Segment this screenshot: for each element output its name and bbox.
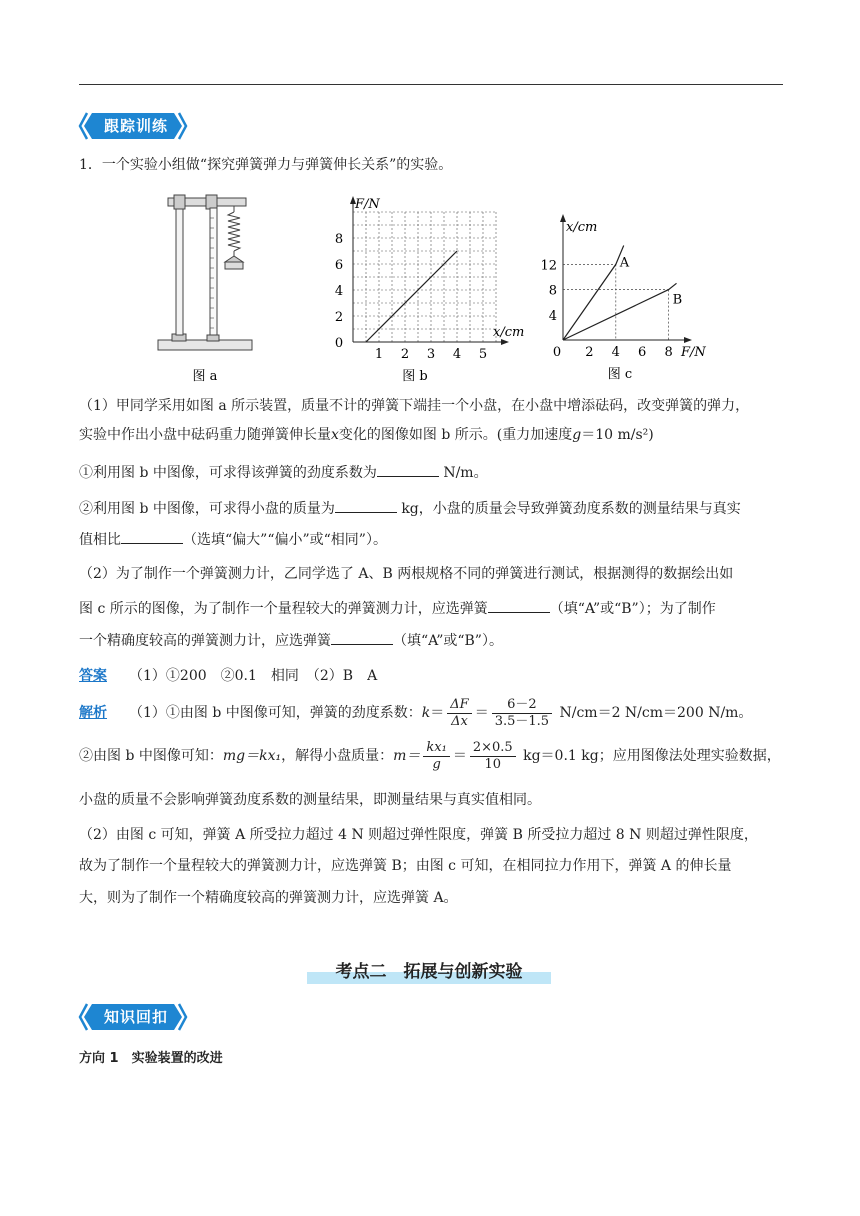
badge-label: 跟踪训练 — [103, 117, 168, 135]
figure-c-xtick-label: 6 — [638, 345, 647, 360]
figure-b-ytick-label: 8 — [334, 232, 344, 247]
figure-b-xlabel: x/cm — [493, 325, 525, 340]
figure-c-xtick-label: 8 — [664, 345, 673, 360]
fraction-numerator: 6－2 — [492, 697, 552, 714]
figure-b-grid — [353, 212, 496, 342]
section-title-text: 考点二 拓展与创新实验 — [335, 962, 523, 982]
q1-sub2 — [79, 498, 785, 519]
figure-b-ytick-label: 2 — [334, 310, 344, 325]
q1-line2 — [79, 425, 785, 445]
figure-b-ytick-label: 6 — [334, 258, 344, 273]
fraction-denominator: g — [432, 756, 441, 772]
question-intro: 1．一个实验小组做“探究弹簧弹力与弹簧伸长关系”的实验。 — [79, 157, 453, 173]
figure-c-series-b-line — [563, 283, 677, 340]
figure-a-apparatus — [150, 190, 260, 385]
q1-sub2-text-c: 值相比 — [79, 532, 121, 548]
fraction-df-dx — [447, 697, 471, 730]
q2-line1: （2）为了制作一个弹簧测力计，乙同学选了 A、B 两根规格不同的弹簧进行测试，根据测得的数据绘出如 — [79, 566, 734, 582]
fraction-numerator: ΔF — [447, 697, 471, 714]
figure-c-xtick-label: 4 — [611, 345, 620, 360]
analysis-eq: ＝ — [430, 705, 445, 721]
figure-b-xtick-label: 3 — [426, 347, 436, 362]
q1-line2-text-c: ＝10 m/s²) — [581, 427, 654, 443]
fraction-values — [492, 697, 552, 730]
q1-line1: （1）甲同学采用如图 a 所示装置，质量不计的弹簧下端挂一个小盘，在小盘中增添砝码，改变弹簧的弹力， — [79, 398, 750, 414]
q1-sub1-text-a: ①利用图 b 中图像，可求得该弹簧的劲度系数为 — [79, 465, 377, 481]
q2-line3-text-a: 一个精确度较高的弹簧测力计，应选弹簧 — [79, 633, 331, 649]
figure-c-caption: 图 c — [607, 367, 633, 382]
figure-b-xtick-label: 1 — [374, 347, 384, 362]
figure-c-ytick-label: 8 — [548, 283, 557, 299]
figure-b-xtick-label: 4 — [452, 347, 462, 362]
q2-line2 — [79, 598, 785, 619]
analysis-var-k: k — [421, 705, 431, 721]
figure-b-ylabel: F/N — [355, 197, 380, 212]
figure-c-x-arrow-icon — [684, 337, 692, 343]
analysis-l2-text-b: ，解得小盘质量： — [281, 748, 394, 764]
answer-blank[interactable] — [377, 462, 439, 477]
q2-line2-text-b: （填“A”或“B”）；为了制作 — [549, 601, 716, 617]
analysis-label-link[interactable]: 解析 — [79, 705, 107, 721]
q1-line2-text-b: 变化的图像如图 b 所示。(重力加速度 — [338, 427, 573, 443]
figure-c-ytick-label: 12 — [540, 258, 557, 274]
fraction-denominator: 3.5－1.5 — [494, 713, 550, 729]
q1-sub2-text-b: kg，小盘的质量会导致弹簧劲度系数的测量结果与真实 — [396, 501, 741, 517]
section-title — [307, 958, 551, 988]
q1-line2-var-g: g — [572, 427, 582, 443]
analysis-l2-result: kg＝0.1 kg；应用图像法处理实验数据， — [518, 748, 781, 764]
answer-blank[interactable] — [331, 630, 393, 645]
figure-b-xtick-label: 2 — [400, 347, 410, 362]
analysis-l1-result: N/cm＝2 N/cm＝200 N/m。 — [555, 705, 753, 721]
fraction-numerator: 2×0.5 — [470, 740, 516, 757]
fraction-denominator: Δx — [451, 713, 468, 729]
figure-c-label-b: B — [672, 292, 683, 308]
analysis-line5: 故为了制作一个量程较大的弹簧测力计，应选弹簧 B；由图 c 可知，在相同拉力作用下，弹簧 A 的伸长量 — [79, 858, 732, 874]
fraction-mass-values — [470, 740, 516, 773]
direction-heading: 方向 1 实验装置的改进 — [79, 1051, 223, 1066]
figure-b-xtick-label: 5 — [478, 347, 488, 362]
q2-line3 — [79, 630, 785, 651]
figure-c-label-a: A — [619, 255, 630, 271]
figure-b-ytick-label: 0 — [334, 336, 344, 351]
figure-c-xlabel: F/N — [681, 345, 706, 360]
q1-sub1 — [79, 462, 785, 483]
q1-sub2-text-a: ②利用图 b 中图像，可求得小盘的质量为 — [79, 501, 335, 517]
figure-c-xtick-label: 2 — [585, 345, 594, 360]
fraction-numerator: kx₁ — [423, 740, 449, 757]
q2-line2-text-a: 图 c 所示的图像，为了制作一个量程较大的弹簧测力计，应选弹簧 — [79, 601, 488, 617]
header-rule — [79, 84, 783, 85]
fraction-kx-g — [423, 740, 449, 773]
badge-label: 知识回扣 — [103, 1008, 168, 1026]
analysis-line1: 解析 （1）①由图 b 中图像可知，弹簧的劲度系数：k＝ $\frac{\Delta F}{\Delta x}$ ＝ $\frac{6-2}{3.5-1.5}$ N/cm＝2 N/cm＝200 N/m。 — [79, 696, 753, 729]
q1-sub2-cont — [79, 529, 785, 550]
figure-b-ytick-label: 4 — [334, 284, 344, 299]
q1-sub2-text-d: （选填“偏大”“偏小”或“相同”）。 — [183, 532, 387, 548]
answer-line — [79, 666, 785, 686]
analysis-line3: 小盘的质量不会影响弹簧劲度系数的测量结果，即测量结果与真实值相同。 — [79, 792, 541, 808]
analysis-line6: 大，则为了制作一个精确度较高的弹簧测力计，应选弹簧 A。 — [79, 890, 458, 906]
figure-b-data-line — [366, 251, 457, 342]
analysis-l2-text: ②由图 b 中图像可知： — [79, 748, 223, 764]
figure-b-caption: 图 b — [402, 369, 428, 384]
figure-c-chart — [538, 210, 723, 385]
figure-c-xtick-label: 0 — [552, 345, 562, 360]
figure-c-guides — [563, 264, 669, 340]
analysis-var-m: m＝ — [393, 748, 421, 764]
q2-line3-text-b: （填“A”或“B”）。 — [393, 633, 503, 649]
figure-c-ylabel: x/cm — [566, 220, 598, 235]
q1-line2-var-x: x — [331, 427, 339, 443]
answer-blank[interactable] — [488, 598, 550, 613]
analysis-line4: （2）由图 c 可知，弹簧 A 所受拉力超过 4 N 则超过弹性限度，弹簧 B 所受拉力超过 8 N 则超过弹性限度， — [79, 827, 758, 843]
analysis-line2: ②由图 b 中图像可知：mg＝kx₁，解得小盘质量：m＝ $\frac{\text{kx₁}}{g}$ ＝ $\frac{2\times 0.5}{10}$ kg＝0.1 kg；应用图像法处理实验数据， — [79, 739, 781, 772]
answer-blank[interactable] — [121, 529, 183, 544]
fraction-denominator: 10 — [484, 756, 501, 772]
answer-label-link[interactable]: 答案 — [79, 668, 107, 684]
q1-line2-text-a: 实验中作出小盘中砝码重力随弹簧伸长量 — [79, 427, 331, 443]
figure-c-ytick-label: 4 — [548, 308, 557, 324]
q1-sub1-text-b: N/m。 — [438, 465, 488, 481]
analysis-l1-text: （1）①由图 b 中图像可知，弹簧的劲度系数： — [129, 705, 422, 721]
figure-a-caption: 图 a — [192, 369, 218, 384]
analysis-l2-equation: mg＝kx₁ — [222, 748, 282, 764]
answer-text: （1）①200 ②0.1 相同 （2）B A — [129, 668, 378, 684]
figure-b-chart — [315, 190, 525, 385]
answer-blank[interactable] — [335, 498, 397, 513]
